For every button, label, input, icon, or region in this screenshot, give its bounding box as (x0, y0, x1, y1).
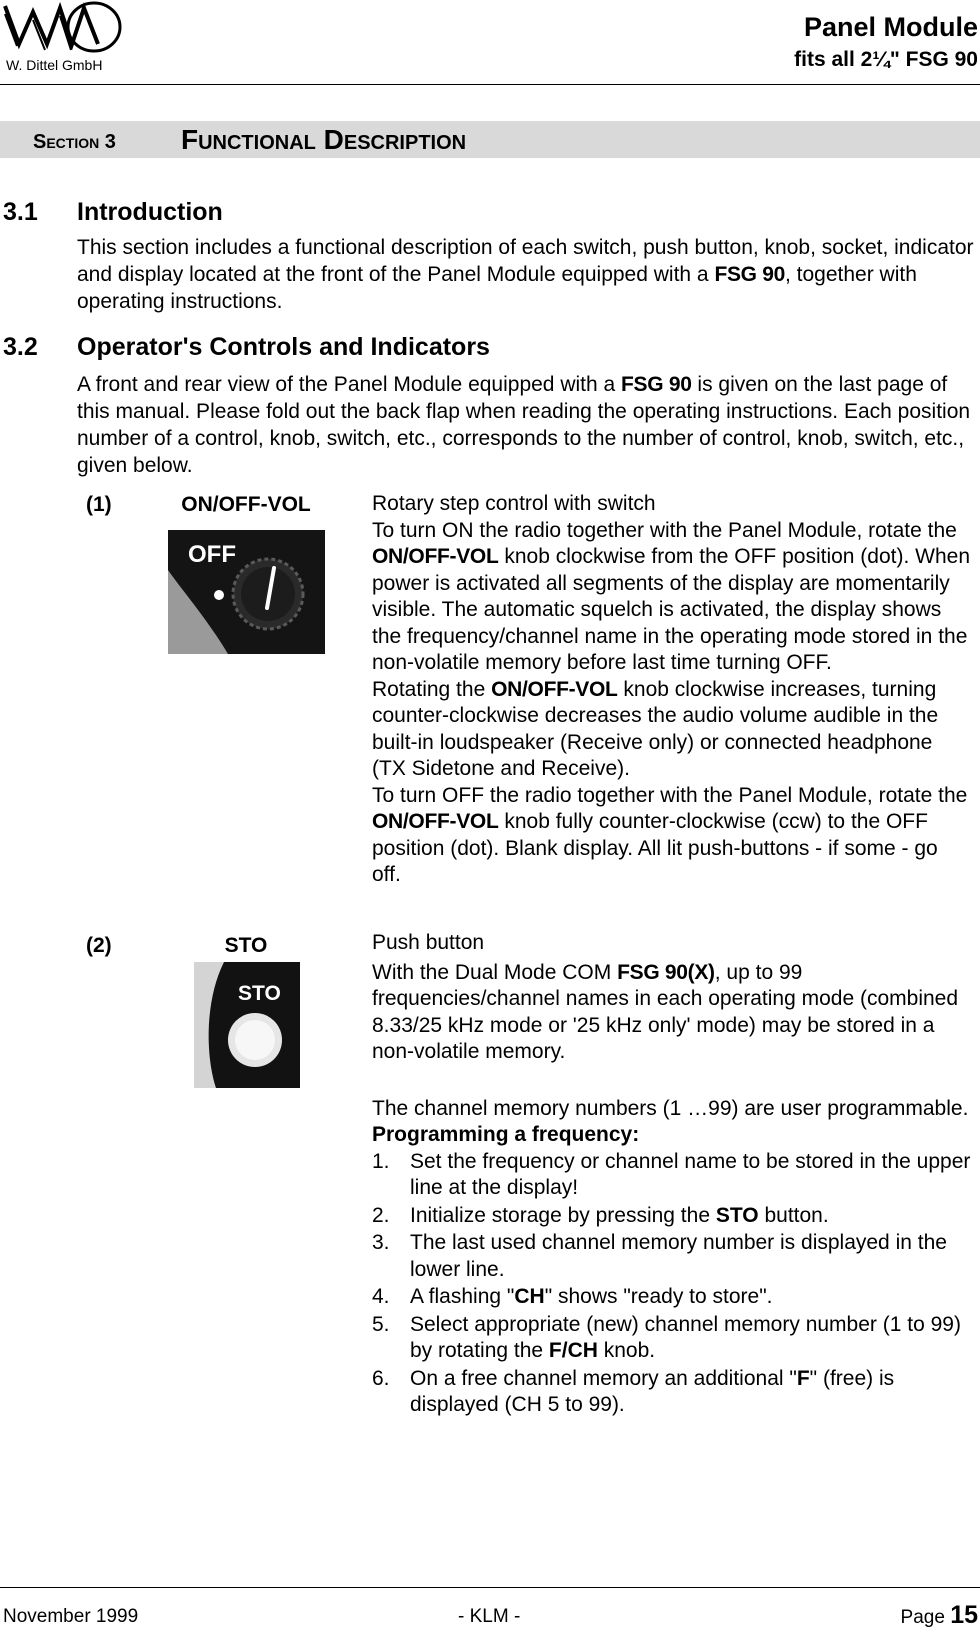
programming-step: 5. Select appropriate (new) channel memory number (1 to 99) by rotating the F/CH knob. (372, 1312, 961, 1362)
controls-number: 3.2 (3, 333, 38, 361)
programming-step: 1. Set the frequency or channel name to be stored in the upper line at the display! (372, 1149, 971, 1199)
product-keyword: FSG 90 (714, 263, 785, 286)
programming-step: 4. A flashing "CH" shows "ready to store". (372, 1285, 773, 1308)
page-number: 15 (950, 1601, 978, 1629)
control-2-title: Push button (372, 931, 485, 954)
company-name: W. Dittel GmbH (6, 57, 103, 73)
on-off-vol-knob-image (168, 530, 325, 654)
section-banner (0, 121, 980, 158)
control-2-number: (2) (86, 934, 112, 957)
off-label: OFF (188, 541, 236, 568)
intro-heading: Introduction (77, 198, 223, 226)
control-1-name: ON/OFF-VOL (181, 493, 311, 516)
controls-heading: Operator's Controls and Indicators (77, 333, 490, 361)
footer-date: November 1999 (3, 1606, 139, 1627)
footer-page: Page 15 (900, 1601, 978, 1629)
section-title: Functional Description (181, 124, 467, 155)
intro-number: 3.1 (3, 198, 38, 226)
control-1-description: Rotary step control with switch To turn ON the radio together with the Panel Module, rotate the ON/OFF-VOL knob clockwise from the OFF position (dot). When power is activated all segments of the display are momentarily visible. The automatic squelch is activated, the display shows the frequency/channel name in the operating mode stored in the non-volatile memory before last time turning OFF. Rotating the ON/OFF-VOL knob clockwise increases, turning counter-clockwise decreases the audio volume audible in the built-in loudspeaker (Receive only) or connected headphone (TX Sidetone and Receive). To turn OFF the radio together with the Panel Module, rotate the ON/OFF-VOL knob fully counter-clockwise (ccw) to the OFF position (dot). Blank display. All lit push-buttons - if some - go off. (372, 492, 971, 886)
control-1-title: Rotary step control with switch (372, 492, 656, 515)
footer-center: - KLM - (458, 1606, 521, 1627)
controls-paragraph: A front and rear view of the Panel Module equipped with a FSG 90 is given on the last page of this manual. Please fold out the back flap when reading the operating instructions. Each position number of a control, knob, switch, etc., corresponds to the number of control, knob, switch, etc., given below. (77, 373, 971, 477)
section-number: Section 3 (33, 131, 116, 153)
sto-button-image (194, 962, 300, 1088)
product-keyword: FSG 90 (621, 373, 692, 396)
header-title: Panel Module (803, 12, 978, 42)
control-1-number: (1) (86, 493, 112, 516)
footer-divider (0, 1587, 980, 1588)
header-divider (0, 84, 980, 85)
sto-label: STO (238, 982, 281, 1005)
control-2-description: Push button With the Dual Mode COM FSG 90(X), up to 99 frequencies/channel names in each operating mode (combined 8.33/25 kHz mode or '25 kHz only' mode) may be stored in a non-volatile memory. The channel memory numbers (1 …99) are user programmable. Programming a frequency: 1. Set the frequency or channel name to be stored in the upper line at the display! 2. Initialize storage by pressing the STO button. 3. The last used channel memory number is displayed in the lower line. 4. A flashing "CH" shows "ready to store". 5. Select appropriate (new) channel memory number (1 to 99) by rotating the F/CH knob. 6. On a free channel memory an additional "F" (free) is displayed (CH 5 to 99). (372, 930, 972, 1419)
programming-step: 3. The last used channel memory number is displayed in the lower line. (372, 1231, 947, 1281)
control-2-name: STO (224, 934, 268, 957)
programming-steps (372, 1149, 972, 1419)
programming-step: 2. Initialize storage by pressing the STO button. (372, 1203, 829, 1227)
intro-paragraph: This section includes a functional description of each switch, push button, knob, socket, indicator and display located at the front of the Panel Module equipped with a FSG 90, together with operating instructions. (77, 236, 974, 313)
programming-heading: Programming a frequency: (372, 1123, 640, 1146)
header-subtitle: fits all 2¼" FSG 90 (794, 48, 978, 71)
programming-step: 6. On a free channel memory an additional "F" (free) is displayed (CH 5 to 99). (372, 1366, 895, 1416)
